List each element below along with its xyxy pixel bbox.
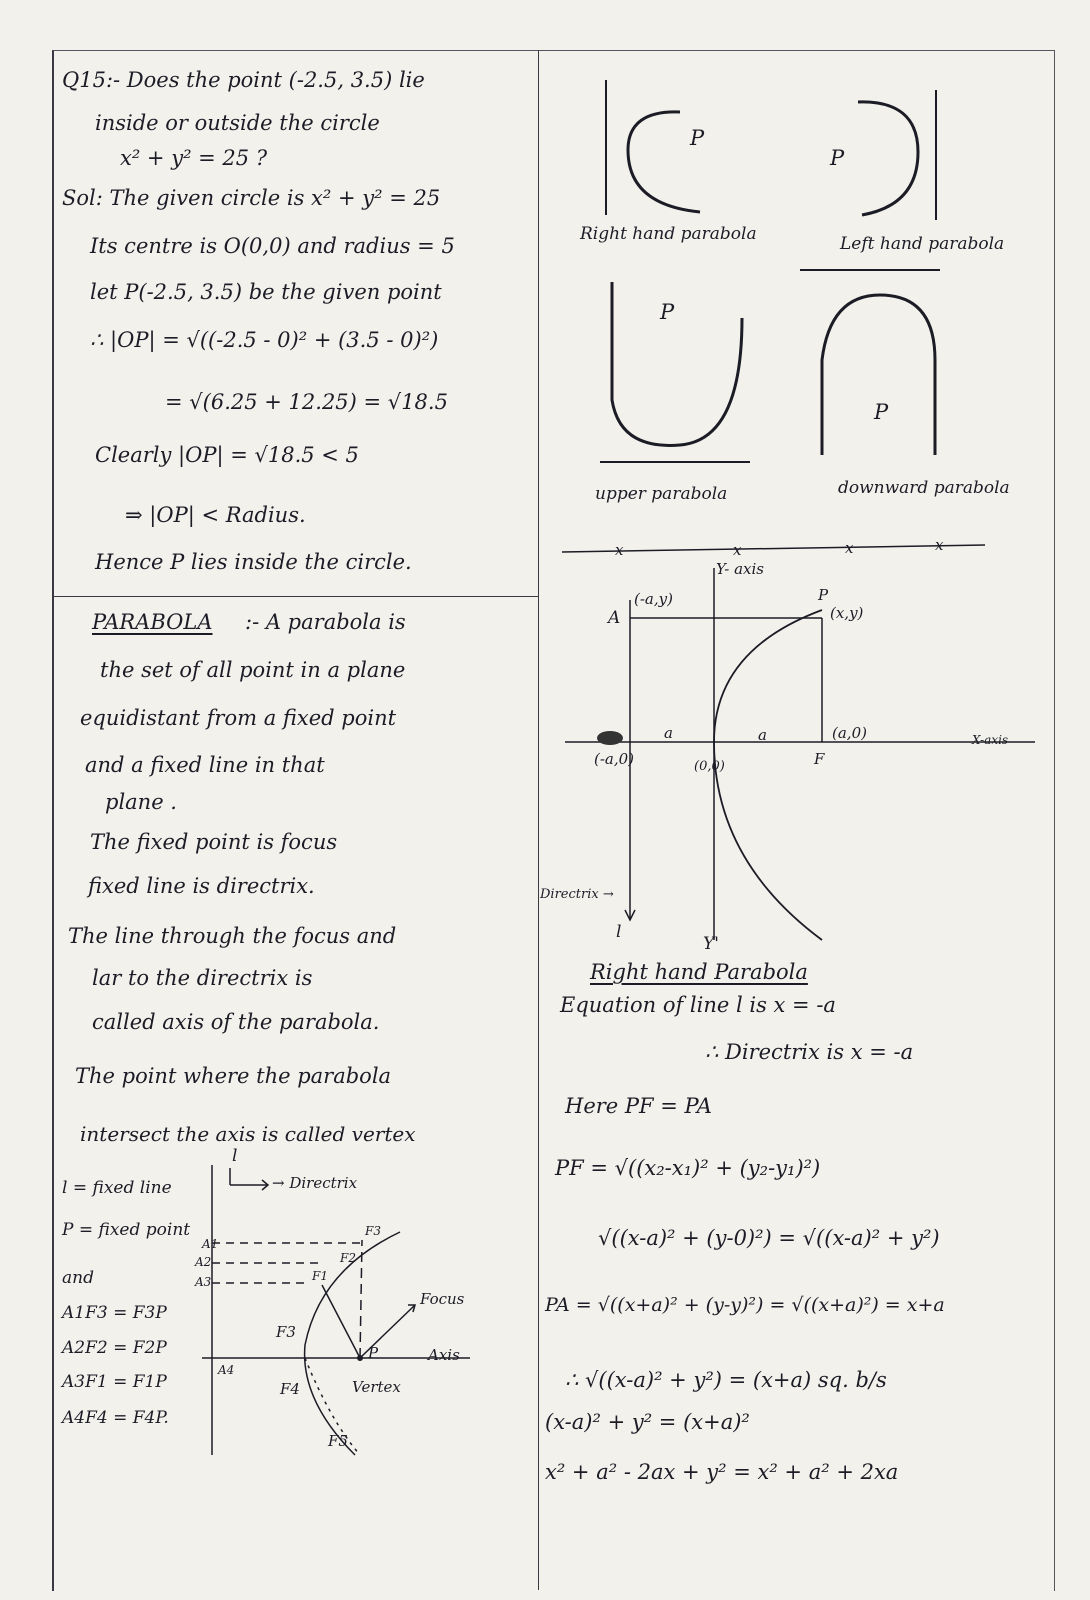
derivation-line-2: ∴ Directrix is x = -a bbox=[705, 1040, 914, 1064]
equality-3: A3F1 = F1P bbox=[62, 1372, 167, 1392]
origin-coord: (0,0) bbox=[694, 759, 725, 774]
y-axis-label: Y- axis bbox=[716, 560, 764, 578]
a-label: A bbox=[608, 608, 621, 628]
parabola-def-8: The line through the focus and bbox=[68, 924, 397, 948]
f5-label: F5 bbox=[328, 1432, 348, 1450]
derivation-line-7: ∴ √((x-a)² + y²) = (x+a) sq. b/s bbox=[565, 1368, 887, 1392]
left-parabola-label: Left hand parabola bbox=[840, 234, 1005, 254]
derivation-line-9: x² + a² - 2ax + y² = x² + a² + 2xa bbox=[545, 1460, 899, 1484]
equality-1: A1F3 = F3P bbox=[62, 1303, 167, 1323]
f1-label: F1 bbox=[312, 1269, 328, 1283]
q15-line-6: let P(-2.5, 3.5) be the given point bbox=[90, 280, 442, 304]
derivation-line-4: PF = √((x₂-x₁)² + (y₂-y₁)²) bbox=[555, 1156, 821, 1180]
upper-parabola-label: upper parabola bbox=[595, 484, 728, 504]
q15-line-3: x² + y² = 25 ? bbox=[120, 146, 268, 170]
f3-lower-label: F3 bbox=[276, 1323, 296, 1341]
vertex-label: Vertex bbox=[352, 1378, 401, 1396]
derivation-line-6: PA = √((x+a)² + (y-y)²) = √((x+a)²) = x+a bbox=[545, 1294, 945, 1316]
p-label-2: P bbox=[818, 586, 829, 604]
q15-line-8: = √(6.25 + 12.25) = √18.5 bbox=[165, 390, 448, 414]
parabola-curve-2 bbox=[714, 610, 825, 940]
directrix-label: → Directrix bbox=[272, 1174, 358, 1192]
f2-label: F2 bbox=[340, 1251, 356, 1265]
derivation-line-8: (x-a)² + y² = (x+a)² bbox=[545, 1410, 750, 1434]
a1-label: A1 bbox=[202, 1237, 219, 1251]
and-label: and bbox=[62, 1268, 94, 1288]
derivation-line-1: Equation of line l is x = -a bbox=[560, 993, 836, 1017]
right-hand-parabola-title: Right hand Parabola bbox=[590, 960, 808, 984]
parabola-def-9: lar to the directrix is bbox=[92, 966, 313, 990]
a2-label: A2 bbox=[195, 1255, 212, 1269]
y-prime-label: Y' bbox=[703, 934, 719, 954]
f4-label: F4 bbox=[280, 1380, 300, 1398]
p-definition: P = fixed point bbox=[62, 1220, 191, 1240]
q15-line-9: Clearly |OP| = √18.5 < 5 bbox=[95, 443, 359, 467]
directrix-l-label: l bbox=[232, 1146, 238, 1166]
parabola-def-6: The fixed point is focus bbox=[90, 830, 338, 854]
derivation-line-3: Here PF = PA bbox=[565, 1094, 712, 1118]
q15-line-2: inside or outside the circle bbox=[95, 111, 380, 135]
focus-f-label: F bbox=[814, 750, 825, 768]
q15-line-1: Q15:- Does the point (-2.5, 3.5) lie bbox=[62, 68, 425, 92]
q15-line-11: Hence P lies inside the circle. bbox=[95, 550, 412, 574]
parabola-def-11: The point where the parabola bbox=[75, 1064, 392, 1088]
f3-label: F3 bbox=[365, 1224, 381, 1238]
minus-a-coord: (-a,0) bbox=[594, 750, 635, 768]
equality-2: A2F2 = F2P bbox=[62, 1338, 167, 1358]
l-definition: l = fixed line bbox=[62, 1178, 172, 1198]
downward-parabola-label: downward parabola bbox=[838, 478, 1010, 498]
parabola-title: PARABOLA bbox=[92, 610, 213, 634]
a3-label: A3 bbox=[195, 1275, 212, 1289]
a-coord: (-a,y) bbox=[634, 590, 673, 608]
equality-4: A4F4 = F4P. bbox=[62, 1408, 169, 1428]
parabola-def-4: and a fixed line in that bbox=[85, 753, 325, 777]
focus-label: Focus bbox=[420, 1290, 465, 1308]
derivation-line-5: √((x-a)² + (y-0)²) = √((x-a)² + y²) bbox=[598, 1226, 940, 1250]
a4-label: A4 bbox=[218, 1363, 235, 1377]
right-shape-p: P bbox=[690, 126, 705, 150]
directrix-label-2: Directrix → bbox=[540, 887, 614, 902]
q15-line-4: Sol: The given circle is x² + y² = 25 bbox=[62, 186, 441, 210]
parabola-def-7: fixed line is directrix. bbox=[88, 874, 315, 898]
a-distance-2: a bbox=[758, 726, 767, 744]
p-point-label: P bbox=[368, 1344, 379, 1362]
q15-line-5: Its centre is O(0,0) and radius = 5 bbox=[90, 234, 455, 258]
p-coord: (x,y) bbox=[830, 604, 864, 622]
top-line bbox=[562, 545, 985, 552]
left-shape-p: P bbox=[830, 146, 845, 170]
line-l-label: l bbox=[616, 922, 622, 942]
top-x-3: x bbox=[845, 539, 854, 557]
scribble-mark bbox=[597, 731, 623, 745]
q15-line-10: ⇒ |OP| < Radius. bbox=[125, 503, 306, 527]
top-x-1: x bbox=[615, 541, 624, 559]
parabola-def-2: the set of all point in a plane bbox=[100, 658, 406, 682]
top-x-4: x bbox=[935, 536, 944, 554]
parabola-def-3: equidistant from a fixed point bbox=[80, 706, 397, 730]
upper-shape-p: P bbox=[660, 300, 675, 324]
axis-label: Axis bbox=[428, 1346, 460, 1364]
x-axis-label: X-axis bbox=[972, 733, 1009, 747]
down-shape-p: P bbox=[874, 400, 889, 424]
parabola-def-1: :- A parabola is bbox=[245, 610, 406, 634]
a-point-coord: (a,0) bbox=[832, 724, 867, 742]
parabola-def-12: intersect the axis is called vertex bbox=[80, 1122, 416, 1146]
right-parabola-label: Right hand parabola bbox=[580, 224, 757, 244]
parabola-def-10: called axis of the parabola. bbox=[92, 1010, 380, 1034]
top-x-2: x bbox=[733, 541, 742, 559]
parabola-def-5: plane . bbox=[105, 790, 177, 814]
a-distance-1: a bbox=[664, 724, 673, 742]
q15-line-7: ∴ |OP| = √((-2.5 - 0)² + (3.5 - 0)²) bbox=[90, 328, 439, 352]
